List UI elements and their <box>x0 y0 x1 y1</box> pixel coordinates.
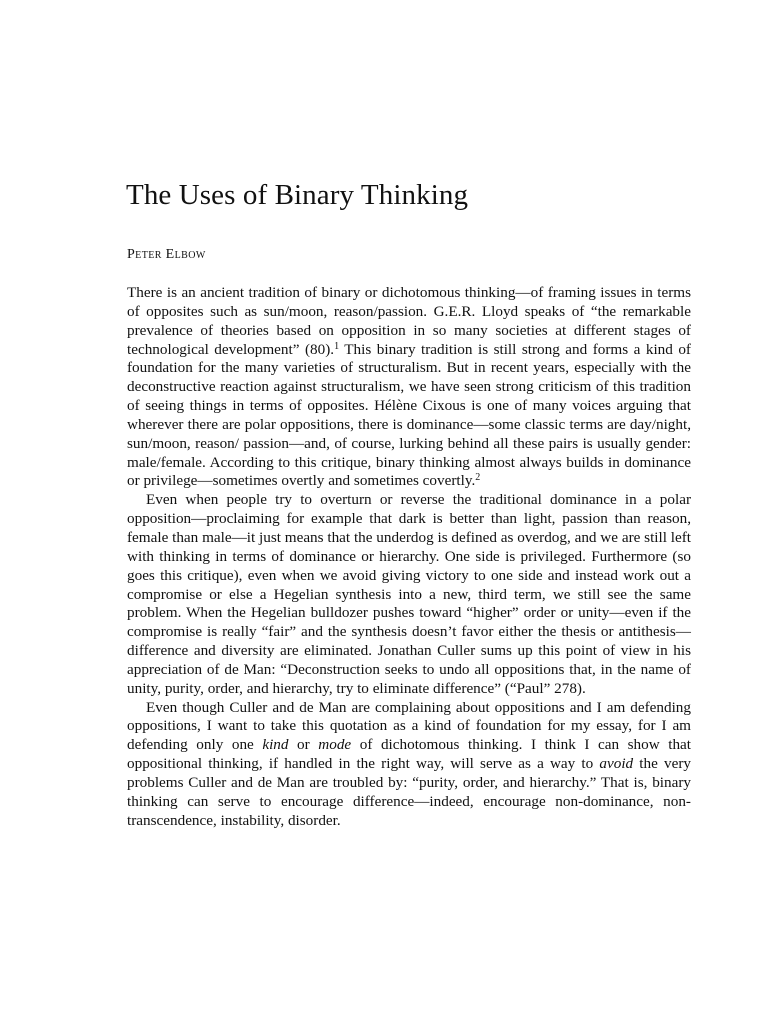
paragraph-text: There is an ancient tradition of binary or dichotomous thinking—of framing issues in terms of opposites such as sun/moon, reason/passion. G.E.R. Lloyd speaks of “the remarkable prevalence of theories based on opposition in so many societies at different stages of technological development” (80). <box>127 284 691 358</box>
footnote-marker: 2 <box>475 472 481 484</box>
article-author: Peter Elbow <box>127 247 206 262</box>
paragraph-text: Even though Culler and de Man are complaining about oppositions and I am defending oppositions, I want to take this quotation as a kind of foundation for my essay, for I am defending only one <box>127 698 691 754</box>
footnote-marker: 1 <box>334 340 340 352</box>
article-title: The Uses of Binary Thinking <box>126 179 469 211</box>
paragraph-text: Even when people try to overturn or reverse the traditional dominance in a polar opposition—proclaiming for example that dark is better than light, passion than reason, female than male—it just means that the underdog is defined as overdog, and we are still left with thinking in terms of dominance or hierarchy. One side is privileged. Furthermore (so goes this critique), even when we avoid giving victory to one side and instead work out a compromise or else a Hegelian synthesis into a new, third term, we still see the same problem. When the Hegelian bulldozer pushes toward “higher” order or unity—even if the compromise is really “fair” and the synthesis doesn’t favor either the thesis or antithesis—difference and diversity are eliminated. Jonathan Culler sums up this point of view in his appreciation of de Man: “Deconstruction seeks to undo all oppositions that, in the name of unity, purity, order, and hierarchy, try to eliminate difference” (“Paul” 278). <box>127 491 691 697</box>
paragraph-text: or <box>288 736 319 754</box>
paragraph-text: the very problems Culler and de Man are troubled by: “purity, order, and hierarchy.” That is, binary thinking can serve to encourage difference—indeed, encourage non-dominance, non-transcendence, instability, disorder. <box>127 755 691 829</box>
body-paragraph <box>127 699 691 831</box>
emphasized-text: kind <box>262 736 289 754</box>
emphasized-text: mode <box>318 736 352 754</box>
emphasized-text: avoid <box>599 755 634 773</box>
paragraph-text: of dichotomous thinking. I think I can show that oppositional thinking, if handled in the right way, will serve as a way to <box>127 736 692 773</box>
paragraph-text: This binary tradition is still strong and forms a kind of foundation for the many varieties of structuralism. But in recent years, especially with the deconstructive reaction against structuralism, we have seen strong criticism of this tradition of seeing things in terms of opposites. Hélène Cixous is one of many voices arguing that wherever there are polar oppositions, there is dominance—some classic terms are day/night, sun/moon, reason/ passion—and, of course, lurking behind all these pairs is usually gender: male/female. According to this critique, binary thinking almost always builds in dominance or privilege—sometimes overtly and sometimes covertly. <box>127 340 691 490</box>
body-paragraph <box>127 284 691 491</box>
article-body <box>127 284 691 830</box>
body-paragraph <box>127 491 691 698</box>
